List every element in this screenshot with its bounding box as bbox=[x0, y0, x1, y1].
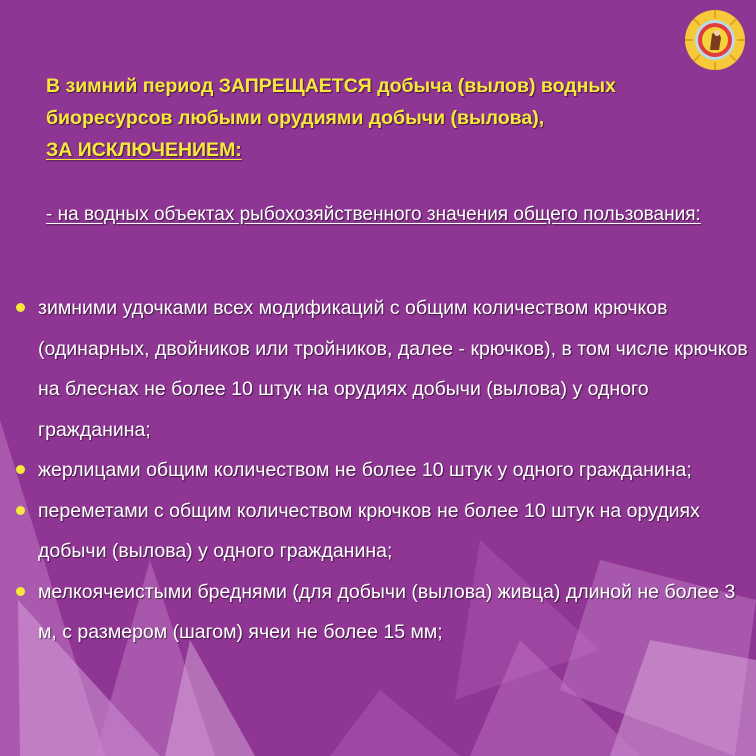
heading-line-3: ЗА ИСКЛЮЧЕНИЕМ: bbox=[46, 139, 242, 161]
bullet-icon bbox=[16, 587, 25, 596]
list-item-text: мелкоячеистыми бреднями (для добычи (вылова) живца) длиной не более 3 м, с размером (шагом) ячеи не более 15 мм; bbox=[38, 580, 736, 643]
bullet-icon bbox=[16, 303, 25, 312]
rules-list bbox=[14, 288, 750, 653]
list-item bbox=[14, 491, 750, 572]
list-item-text: жерлицами общим количеством не более 10 штук у одного гражданина; bbox=[38, 459, 692, 481]
list-item bbox=[14, 288, 750, 450]
heading-line-2: биоресурсов любыми орудиями добычи (вылова), bbox=[46, 107, 545, 129]
sun-emblem-icon bbox=[683, 8, 747, 72]
heading-line-1: В зимний период ЗАПРЕЩАЕТСЯ добыча (вылов) водных bbox=[46, 75, 616, 97]
list-item bbox=[14, 572, 750, 653]
list-item-text: зимними удочками всех модификаций с общим количеством крючков (одинарных, двойников или тройников, далее - крючков), в том числе крючков на блеснах не более 10 штук на орудиях добычи (вылова) у одного гражданина; bbox=[38, 297, 748, 441]
heading-block bbox=[46, 70, 616, 166]
bullet-icon bbox=[16, 465, 25, 474]
list-item-text: переметами с общим количеством крючков не более 10 штук на орудиях добычи (вылова) у одного гражданина; bbox=[38, 499, 700, 562]
subheading: - на водных объектах рыбохозяйственного значения общего пользования: bbox=[46, 204, 701, 225]
bullet-icon bbox=[16, 506, 25, 515]
list-item bbox=[14, 450, 750, 491]
